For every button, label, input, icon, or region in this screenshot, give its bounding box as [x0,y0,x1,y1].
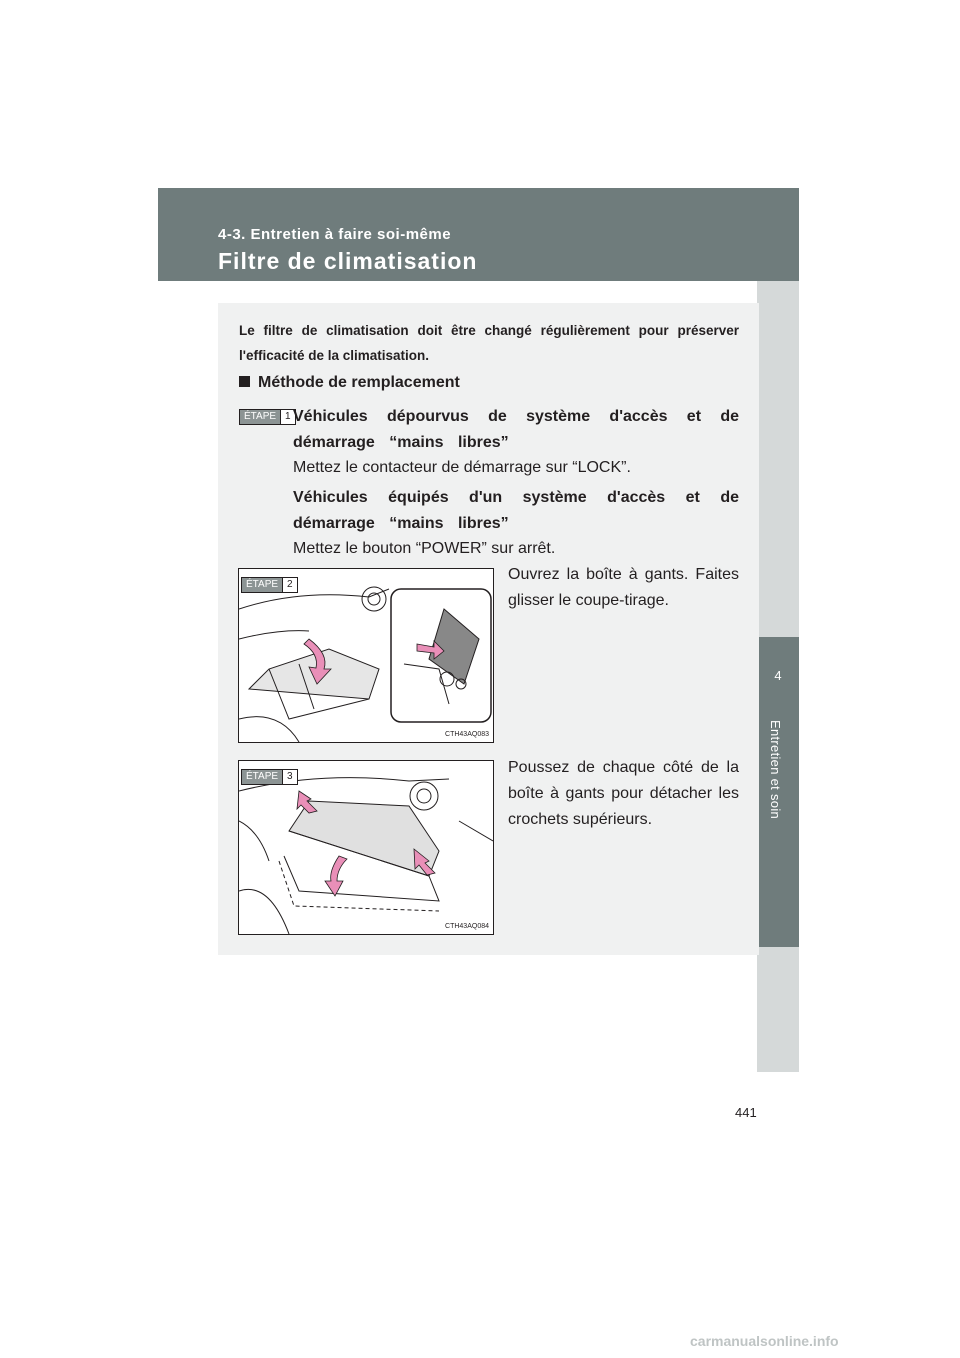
glovebox-open-illustration [239,569,493,742]
step-3-badge [241,769,298,785]
step-1-text-a: Mettez le contacteur de démarrage sur “LOCK”. [293,459,631,476]
step-1-heading-a: Véhicules dépourvus de système d'accès et de démarrage “mains libres” [293,408,739,451]
square-bullet-icon [239,376,250,387]
step-label: ÉTAPE [242,770,282,784]
step-2-figure [238,568,494,743]
page-title: Filtre de climatisation [218,248,478,274]
sidebar-upper-block [757,281,799,637]
step-number: 3 [282,770,297,784]
section-label: 4-3. Entretien à faire soi-même [218,226,452,243]
step-3-text: Poussez de chaque côté de la boîte à gants pour détacher les crochets supérieurs. [508,759,739,828]
step-2-badge [241,577,298,593]
page-number: 441 [735,1105,757,1120]
step-label: ÉTAPE [242,578,282,592]
figure-code: CTH43AQ083 [445,731,489,738]
figure-code: CTH43AQ084 [445,923,489,930]
step-2-text: Ouvrez la boîte à gants. Faites glisser le coupe-tirage. [508,566,739,609]
step-number: 2 [282,578,297,592]
step-1-heading-b: Véhicules équipés d'un système d'accès et de démarrage “mains libres” [293,489,739,532]
chapter-number: 4 [774,668,782,683]
method-heading [239,374,460,392]
step-number: 1 [280,410,295,424]
sidebar-lower-block [757,947,799,1072]
step-3-figure [238,760,494,935]
step-label: ÉTAPE [240,410,280,424]
glovebox-release-illustration [239,761,493,934]
section-header [158,188,799,281]
watermark: carmanualsonline.info [690,1333,839,1349]
method-title: Méthode de remplacement [258,374,460,391]
step-1-text-b: Mettez le bouton “POWER” sur arrêt. [293,540,556,557]
intro-paragraph: Le filtre de climatisation doit être changé régulièrement pour préserver l'efficacité de la climatisation. [239,323,739,363]
step-1-badge [239,409,296,425]
chapter-name: Entretien et soin [768,720,783,820]
